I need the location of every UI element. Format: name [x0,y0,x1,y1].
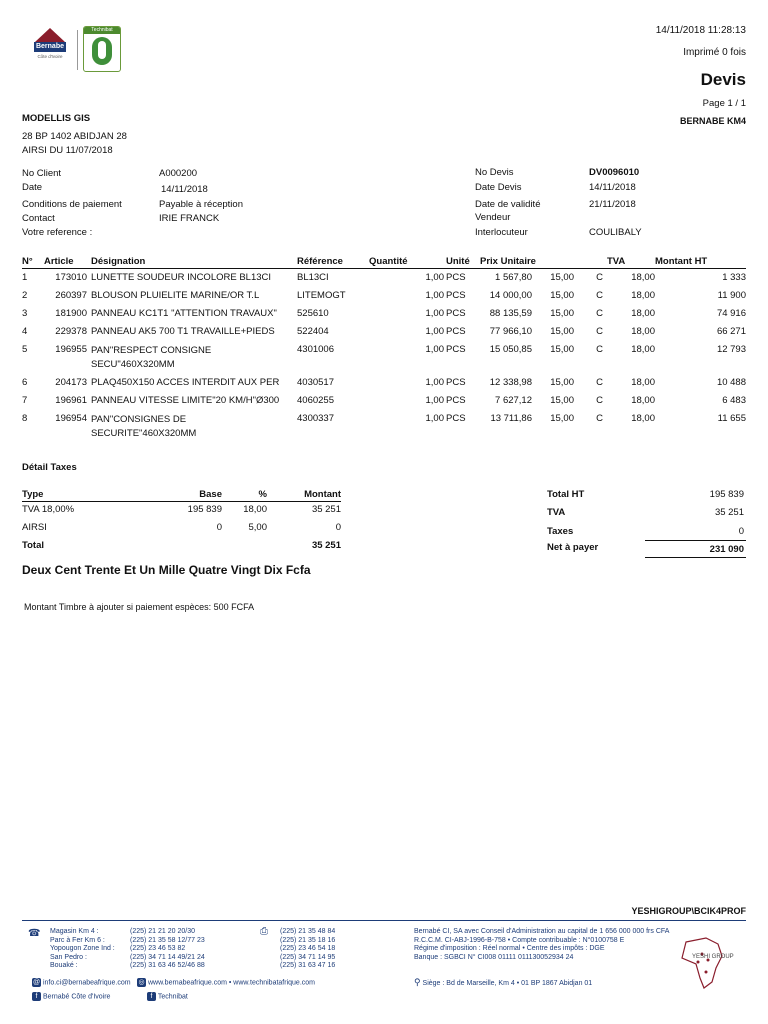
item-reference: LITEMOGT [297,289,346,301]
item-price: 1 567,80 [495,272,532,283]
item-code: C [596,325,603,337]
legal-line: R.C.C.M. CI-ABJ-1996-B-758 • Compte contribuable : N°0100758 E [414,936,625,944]
africa-map-icon [672,934,740,994]
web-link[interactable]: www.bernabeafrique.com • www.technibatafrique.com [147,979,315,987]
taxes-header-row [22,488,341,502]
branch-name: BERNABE KM4 [679,116,746,126]
facebook-link-bernabe[interactable]: Bernabé Côte d'Ivoire [42,993,111,1001]
facebook-link-technibat[interactable]: Technibat [157,993,188,1001]
item-tva: 18,00 [631,289,655,301]
items-table [22,254,746,443]
store-phone: (225) 21 21 20 20/30 [130,928,195,935]
table-row [22,269,746,287]
table-row [22,502,341,521]
taxes-title: Détail Taxes [22,462,77,473]
technibat-logo: Technibat [83,26,121,72]
store-fax: (225) 34 71 14 95 [280,953,336,961]
item-unit: PCS [446,394,466,406]
item-price: 12 338,98 [489,376,532,388]
globe-icon: ◎ [138,979,145,986]
taxes-col-base: Base [132,488,222,502]
amount-in-words: Deux Cent Trente Et Un Mille Quatre Vingt Dix Fcfa [22,563,311,577]
item-designation: PLAQ450X150 ACCES INTERDIT AUX PER [91,376,280,388]
info-left-value: A000200 [159,168,198,179]
item-discount: 15,00 [550,289,574,301]
info-right-label: Date Devis [475,182,522,193]
facebook-row-1 [32,992,110,1001]
total-tva-value: 35 251 [714,507,744,518]
info-left-value: Payable à réception [159,199,243,210]
item-unit: PCS [446,272,466,283]
item-qty: 1,00 [425,412,444,424]
table-row [22,520,341,538]
item-price: 14 000,00 [489,289,532,301]
item-code: C [596,272,603,283]
item-designation: PANNEAU AK5 700 T1 TRAVAILLE+PIEDS [91,325,275,337]
legal-line: Régime d'imposition : Réel normal • Centre des impôts : DGE [414,945,605,952]
item-no: 5 [22,343,28,355]
siege-row [414,977,592,988]
legal-line: Bernabé CI, SA avec Conseil d'Administration au capital de 1 656 000 000 frs CFA [414,928,670,935]
tax-pct: 5,00 [248,522,267,533]
item-tva: 18,00 [631,272,655,283]
tax-montant: 35 251 [311,504,341,515]
item-no: 8 [22,412,28,424]
item-code: C [596,376,603,388]
tax-pct: 18,00 [243,504,267,515]
item-discount: 15,00 [550,272,574,283]
reference-code: YESHIGROUP\BCIK4PROF [631,906,746,916]
taxes-total-row [22,538,341,556]
info-left-label: Contact [22,213,55,224]
item-no: 6 [22,376,28,388]
info-right-label: No Devis [475,167,514,178]
customer-airsi: AIRSI DU 11/07/2018 [22,145,113,156]
item-designation: PANNEAU KC1T1 "ATTENTION TRAVAUX" [91,307,277,319]
item-amount: 66 271 [716,325,746,337]
item-unit: PCS [446,412,466,424]
email-row [32,978,131,987]
item-amount: 11 655 [717,412,746,424]
document-title: Devis [700,70,746,89]
tax-type: AIRSI [22,522,47,533]
store-names [50,928,115,971]
item-no: 1 [22,272,28,283]
item-no: 7 [22,394,28,406]
customer-name: MODELLIS GIS [22,113,91,124]
item-qty: 1,00 [425,376,444,388]
item-reference: 4060255 [297,394,334,406]
tax-base: 195 839 [187,504,222,515]
item-tva: 18,00 [631,376,655,388]
facebook-icon: f [147,992,156,1001]
info-left-label: No Client [22,168,62,179]
legal-block [414,928,669,962]
item-designation: BLOUSON PLUIELITE MARINE/OR T.L [91,289,260,301]
table-row [22,305,746,323]
item-tva: 18,00 [631,412,655,424]
item-unit: PCS [446,307,466,319]
info-right-label: Date de validité [475,199,541,210]
item-price: 13 711,86 [490,412,532,424]
item-unit: PCS [446,325,466,337]
item-designation [87,410,297,443]
net-underline [645,557,746,558]
item-code: C [596,394,603,406]
item-article: 196955 [55,343,87,355]
item-designation-line2: SECU"460X320MM [91,358,175,370]
col-prix: Prix Unitaire [474,254,574,269]
store-faxes [280,928,335,971]
item-reference: BL13CI [297,272,329,283]
table-row [22,374,746,392]
store-phone: (225) 31 63 46 52/46 88 [130,962,205,969]
item-no: 2 [22,289,28,301]
print-count: Imprimé 0 fois [683,47,746,58]
stamp-note: Montant Timbre à ajouter si paiement espèces: 500 FCFA [24,602,255,612]
info-left-label: Conditions de paiement [22,199,122,210]
quote-number: DV0096010 [589,167,640,178]
item-code: C [596,412,603,424]
item-qty: 1,00 [425,307,444,319]
total-taxes-value: 0 [738,526,744,537]
net-value: 231 090 [709,544,744,555]
total-taxes-label: Taxes [547,526,574,537]
item-reference: 522404 [297,325,329,337]
item-unit: PCS [446,343,466,355]
table-row [22,410,746,443]
item-designation: PANNEAU VITESSE LIMITE"20 KM/H"Ø300 [91,394,280,406]
net-label: Net à payer [547,542,599,553]
item-discount: 15,00 [550,307,574,319]
item-article: 181900 [55,307,87,319]
item-reference: 525610 [297,307,329,319]
item-amount: 11 900 [717,289,746,301]
tax-total-label: Total [22,540,44,551]
item-code: C [596,343,603,355]
item-article: 196954 [55,412,87,424]
item-qty: 1,00 [425,394,444,406]
table-row [22,341,746,374]
item-price: 7 627,12 [495,394,532,406]
item-code: C [596,289,603,301]
item-article: 204173 [55,376,87,388]
items-header-row [22,254,746,269]
col-tva: TVA [603,254,655,269]
tax-type: TVA 18,00% [22,504,75,515]
item-article: 229378 [55,325,87,337]
item-qty: 1,00 [425,289,444,301]
item-designation: LUNETTE SOUDEUR INCOLORE BL13CI [91,272,272,283]
item-designation-line1: PAN"CONSIGNES DE [91,413,187,425]
item-reference: 4300337 [297,412,334,424]
info-right-value: 14/11/2018 [589,182,636,193]
item-no: 4 [22,325,28,337]
item-discount: 15,00 [550,394,574,406]
item-designation-line1: PAN"RESPECT CONSIGNE [91,344,212,356]
total-ht-label: Total HT [547,489,585,500]
col-designation: Désignation [87,254,297,269]
col-no: N° [22,254,44,269]
info-right-label: Vendeur [475,212,511,223]
customer-address: 28 BP 1402 ABIDJAN 28 [22,131,127,142]
item-amount: 10 488 [716,376,746,388]
taxes-col-pct: % [222,488,267,502]
logo-divider [77,30,78,70]
store-fax: (225) 23 46 54 18 [280,945,336,952]
store-phone: (225) 21 35 58 12/77 23 [130,936,205,944]
item-tva: 18,00 [631,394,655,406]
store-name: Bouaké : [50,962,78,969]
bernabe-logo: Bernabe Côte d'Ivoire [31,26,69,74]
store-name: Magasin Km 4 : [50,928,99,935]
col-quantite: Quantité [369,254,444,269]
info-left-value: 14/11/2018 [161,184,208,195]
table-row [22,323,746,341]
store-name: San Pedro : [50,953,87,961]
item-amount: 1 333 [722,272,746,283]
fax-icon: ⎙ [260,926,268,937]
item-code: C [596,307,603,319]
tax-total-value: 35 251 [311,540,341,551]
info-right-label: Interlocuteur [475,227,528,238]
item-article: 173010 [55,272,87,283]
store-fax: (225) 31 63 47 16 [280,962,336,969]
item-discount: 15,00 [550,376,574,388]
total-tva-label: TVA [547,507,566,518]
col-unite: Unité [444,254,474,269]
store-phones [130,928,205,971]
item-qty: 1,00 [425,325,444,337]
item-price: 77 966,10 [489,325,532,337]
item-unit: PCS [446,376,466,388]
siege-address: Siège : Bd de Marseille, Km 4 • 01 BP 1867 Abidjan 01 [422,980,593,987]
item-tva: 18,00 [631,325,655,337]
info-left-label: Votre reference : [22,227,93,238]
print-datetime: 14/11/2018 11:28:13 [655,25,746,36]
store-name: Yopougon Zone Ind : [50,945,115,952]
page-number [703,98,746,109]
col-reference: Référence [297,254,369,269]
item-article: 196961 [55,394,87,406]
item-designation-line2: SECURITE"460X320MM [91,427,197,439]
tax-base: 0 [216,522,222,533]
store-phone: (225) 23 46 53 82 [130,945,186,952]
store-fax: (225) 21 35 18 16 [280,936,336,944]
group-name: YESHI GROUP [692,954,734,960]
footer-rule [22,920,746,921]
item-unit: PCS [446,289,466,301]
taxes-col-type: Type [22,488,132,502]
store-name: Parc à Fer Km 6 : [50,936,105,944]
item-designation [87,341,297,374]
item-amount: 6 483 [722,394,746,406]
taxes-table [22,488,341,556]
tax-montant: 0 [335,522,341,533]
item-no: 3 [22,307,28,319]
item-amount: 74 916 [716,307,746,319]
info-right-value: COULIBALY [589,227,642,238]
item-discount: 15,00 [550,343,574,355]
table-row [22,287,746,305]
legal-line: Banque : SGBCI N° CI008 01111 011130052934 24 [414,953,574,961]
page-label: Page [702,98,725,109]
web-row [137,978,315,987]
facebook-row-2 [147,992,188,1001]
item-price: 15 050,85 [489,343,532,355]
yeshi-group-logo [672,934,740,994]
item-discount: 15,00 [550,412,574,424]
phone-icon: ☎ [28,928,41,939]
item-article: 260397 [55,289,87,301]
footer [22,920,746,1020]
col-montant: Montant HT [655,254,746,269]
page-value: 1 / 1 [727,98,746,109]
item-amount: 12 793 [716,343,746,355]
item-tva: 18,00 [631,343,655,355]
item-discount: 15,00 [550,325,574,337]
total-ht-value: 195 839 [709,489,744,500]
taxes-col-montant: Montant [267,488,341,502]
item-reference: 4030517 [297,376,334,388]
info-left-value: IRIE FRANCK [159,213,220,224]
col-article: Article [44,254,87,269]
table-row [22,392,746,410]
email-link[interactable]: info.ci@bernabeafrique.com [42,979,131,987]
info-right-value: 21/11/2018 [589,199,636,210]
info-left-label: Date [22,182,43,193]
facebook-icon: f [32,992,41,1001]
item-reference: 4301006 [297,343,334,355]
location-pin-icon: ⚲ [414,977,421,987]
item-price: 88 135,59 [489,307,532,319]
email-icon: @ [32,979,41,986]
item-tva: 18,00 [631,307,655,319]
store-fax: (225) 21 35 48 84 [280,928,336,935]
item-qty: 1,00 [425,343,444,355]
item-qty: 1,00 [425,272,444,283]
store-phone: (225) 34 71 14 49/21 24 [130,953,205,961]
totals-divider [645,540,746,541]
